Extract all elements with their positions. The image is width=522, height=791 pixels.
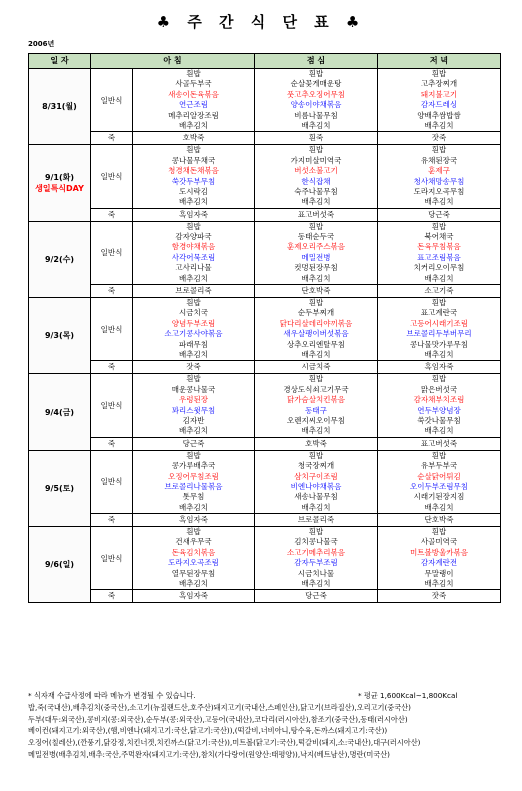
menu-item: 시금치나물: [297, 568, 335, 578]
breakfast-cell: [133, 450, 255, 513]
menu-item: 흰밥: [308, 527, 324, 537]
snack-type-label: 죽: [91, 514, 133, 527]
menu-item: 배추김치: [301, 579, 331, 589]
breakfast-cell: [133, 69, 255, 132]
origin-line-3: 베이컨(돼지고기:외국산),(햄,비엔나(돼지고기:국산,닭고기:국산)),(떡갈비,너비아니,탕수육,돈까스(돼지고기:국산)): [28, 726, 388, 736]
menu-item: 유부두부국: [420, 461, 458, 471]
menu-item: 흰밥: [186, 450, 201, 460]
breakfast-cell: [133, 145, 255, 208]
menu-item: 흰밥: [308, 374, 324, 384]
breakfast-cell: [133, 527, 255, 590]
menu-item: 치커리오이무침: [413, 263, 465, 273]
day-date: [29, 527, 91, 603]
menu-item: 흰밥: [186, 145, 201, 155]
porridge-cell: 표고버섯죽: [378, 437, 501, 450]
menu-item: 훈제오리주스볶음: [287, 242, 345, 252]
menu-item: 돈육김치볶음: [171, 547, 216, 557]
menu-item: 흰밥: [431, 450, 447, 460]
menu-item: 브로콜리나물볶음: [164, 481, 223, 491]
origin-line-4: 오징어(칠레산),(깐풍기,닭강정,치킨너겟,치킨까스(닭고기:국산)),미트볼(닭고기:국산),떡갈비(돼지,소:국내산),대구(러시아산): [28, 738, 421, 748]
menu-item: 고사리나물: [175, 263, 212, 273]
menu-item: 도라지오곡무침: [413, 186, 465, 196]
weekly-menu-table: [28, 53, 501, 603]
header-date: 일 자: [29, 54, 91, 69]
menu-item: 흰밥: [431, 374, 447, 384]
porridge-cell: 시금치죽: [255, 361, 378, 374]
menu-item: 배추김치: [179, 197, 208, 207]
page-title: ♣ 주 간 식 단 표 ♣: [156, 13, 366, 31]
menu-item: 감자드레싱: [420, 100, 458, 110]
menu-item: 시래기된장지짐: [413, 492, 465, 502]
lunch-cell: [255, 298, 378, 361]
menu-item: 배추김치: [301, 120, 331, 130]
day-row: [29, 69, 501, 132]
menu-item: 배추김치: [301, 426, 331, 436]
menu-item: 새우살팽이버섯볶음: [283, 329, 349, 339]
meal-type-label: 일반식: [91, 145, 133, 208]
snack-row: [29, 514, 501, 527]
menu-item: 동태구: [305, 405, 327, 415]
dinner-cell: [378, 527, 501, 590]
menu-item: 브로콜리두부버무리: [406, 329, 472, 339]
menu-item: 매운콩나물국: [171, 384, 216, 394]
menu-item: 콩나물맛가루무침: [410, 339, 468, 349]
snack-type-label: 죽: [91, 132, 133, 145]
menu-item: 배추김치: [301, 349, 331, 359]
dinner-cell: [378, 69, 501, 132]
date-label: 9/3(목): [44, 331, 75, 341]
menu-item: 사골미역국: [420, 537, 458, 547]
day-row: [29, 298, 501, 361]
menu-item: 표고계란국: [420, 308, 458, 318]
menu-item: 흰밥: [431, 145, 447, 155]
day-date: [29, 450, 91, 526]
menu-item: 김치콩나물국: [294, 537, 338, 547]
meal-type-label: 일반식: [91, 298, 133, 361]
menu-item: 쑥갓나물무침: [417, 415, 461, 425]
menu-item: 흰밥: [431, 527, 447, 537]
menu-item: 열무된장무침: [171, 568, 216, 578]
menu-item: 콩나물무채국: [171, 155, 216, 165]
lunch-cell: [255, 69, 378, 132]
menu-item: 돼지불고기: [420, 89, 458, 99]
menu-item: 표고조림볶음: [417, 252, 461, 262]
menu-item: 배추김치: [301, 197, 331, 207]
dinner-cell: [378, 221, 501, 284]
meal-type-label: 일반식: [91, 69, 133, 132]
menu-item: 흰밥: [186, 527, 201, 537]
menu-item: 비름나물무침: [294, 110, 338, 120]
lunch-cell: [255, 145, 378, 208]
menu-item: 흰밥: [186, 69, 201, 78]
dinner-cell: [378, 145, 501, 208]
porridge-cell: 흑임자죽: [133, 208, 255, 221]
menu-item: 배추김치: [179, 120, 208, 130]
day-row: [29, 374, 501, 437]
date-label: 9/2(수): [44, 254, 75, 264]
menu-item: 배추김치: [424, 426, 454, 436]
date-label: 9/5(토): [44, 483, 75, 493]
snack-row: [29, 285, 501, 298]
menu-item: 건새우무국: [175, 537, 212, 547]
meal-type-label: 일반식: [91, 221, 133, 284]
menu-item: 연두부양념장: [417, 405, 461, 415]
porridge-cell: 흑임자죽: [133, 590, 255, 603]
menu-item: 도라지오곡조림: [168, 558, 219, 568]
menu-item: 연근조림: [179, 100, 208, 110]
menu-item: 배추김치: [179, 579, 208, 589]
menu-item: 콩가루배추국: [171, 461, 216, 471]
menu-item: 감자두부조림: [294, 558, 338, 568]
menu-item: 배추김치: [179, 426, 208, 436]
menu-item: 배추김치: [301, 502, 331, 512]
menu-item: 닭가슴살치킨볶음: [287, 395, 345, 405]
menu-item: 배추김치: [301, 273, 331, 283]
menu-item: 배추김치: [424, 502, 454, 512]
menu-item: 배추김치: [424, 349, 454, 359]
date-label: 9/6(일): [44, 560, 75, 570]
menu-item: 버섯소불고기: [294, 166, 338, 176]
menu-item: 흰밥: [431, 298, 447, 308]
menu-item: 비엔나야채볶음: [290, 481, 342, 491]
snack-row: [29, 590, 501, 603]
breakfast-cell: [133, 298, 255, 361]
porridge-cell: 잣죽: [378, 132, 501, 145]
menu-item: 메밀전병: [301, 252, 331, 262]
meal-type-label: 일반식: [91, 527, 133, 590]
day-date: [29, 298, 91, 374]
menu-item: 흰밥: [308, 69, 324, 78]
menu-item: 오징어무침조림: [168, 471, 219, 481]
menu-item: 배추김치: [424, 273, 454, 283]
menu-item: 우렁된장: [179, 395, 208, 405]
menu-item: 훈제구: [428, 166, 450, 176]
day-row: [29, 221, 501, 284]
snack-row: [29, 361, 501, 374]
menu-item: 소고기메추리볶음: [287, 547, 345, 557]
porridge-cell: 브로콜리죽: [255, 514, 378, 527]
menu-item: 순두부찌개: [297, 308, 335, 318]
menu-item: 감자채부치조림: [413, 395, 465, 405]
menu-item: 컷멍된장무침: [294, 263, 338, 273]
menu-item: 흰밥: [186, 374, 201, 384]
porridge-cell: 잣죽: [133, 361, 255, 374]
day-date: [29, 221, 91, 297]
menu-item: 배추김치: [179, 349, 208, 359]
menu-item: 흰밥: [431, 221, 447, 231]
menu-item: 숙주나물무침: [294, 186, 338, 196]
menu-item: 동태순두국: [297, 232, 335, 242]
menu-item: 쑥갓두부무침: [171, 176, 216, 186]
menu-item: 흰밥: [186, 221, 201, 231]
lunch-cell: [255, 527, 378, 590]
snack-type-label: 죽: [91, 208, 133, 221]
menu-item: 순살꽃게매운탕: [290, 79, 342, 89]
snack-type-label: 죽: [91, 285, 133, 298]
menu-item: 오이두부조림무침: [410, 481, 468, 491]
header-dinner: 저 녁: [378, 54, 501, 69]
lunch-cell: [255, 221, 378, 284]
menu-item: 유채된장국: [420, 155, 458, 165]
snack-type-label: 죽: [91, 437, 133, 450]
porridge-cell: 당근죽: [378, 208, 501, 221]
porridge-cell: 흰죽: [255, 132, 378, 145]
porridge-cell: 당근죽: [133, 437, 255, 450]
day-date: [29, 69, 91, 145]
menu-item: 배추김치: [424, 120, 454, 130]
dinner-cell: [378, 374, 501, 437]
lunch-cell: [255, 450, 378, 513]
menu-item: 배추김치: [179, 273, 208, 283]
meal-type-label: 일반식: [91, 374, 133, 437]
menu-item: 순살닭어튀김: [417, 471, 461, 481]
porridge-cell: 단호박죽: [378, 514, 501, 527]
origin-line-1: 밥,죽(국내산),배추김치(중국산),소고기(뉴질랜드산,호주산)돼지고기(국내산,스페인산),닭고기(브라질산),오리고기(중국산): [28, 703, 411, 712]
menu-item: 메추리알장조림: [168, 110, 219, 120]
menu-item: 감자계란전: [420, 558, 458, 568]
breakfast-cell: [133, 221, 255, 284]
date-label: 9/4(금): [44, 407, 75, 417]
menu-item: 한식잡채: [301, 176, 331, 186]
porridge-cell: 흑임자죽: [133, 514, 255, 527]
porridge-cell: 단호박죽: [255, 285, 378, 298]
menu-item: 함경야채볶음: [171, 242, 216, 252]
event-label: 생일특식DAY: [35, 184, 84, 194]
menu-item: 북어채국: [424, 232, 454, 242]
date-label: 8/31(월): [42, 102, 77, 112]
origin-line-2: 두부(대두:외국산),콩비지(콩:외국산),순두부(콩:외국산),고등어(국내산),코다리(러시아산),참조기(중국산),동태(러시아산): [28, 714, 408, 724]
menu-item: 파래무침: [179, 339, 208, 349]
note-kcal: * 평균 1,600Kcal~1,800Kcal: [358, 691, 458, 700]
porridge-cell: 표고버섯죽: [255, 208, 378, 221]
breakfast-cell: [133, 374, 255, 437]
menu-item: 배추김치: [179, 502, 208, 512]
menu-item: 경상도식쇠고기무국: [283, 384, 349, 394]
menu-item: 꽈리스윗무침: [171, 405, 216, 415]
date-label: 9/1(화): [44, 173, 75, 183]
origin-line-5: 메밀전병(배추김치,배추:국산,주먹완자(돼지고기:국산),참치(가다랑어(원양산:태평양)),낙지(베트남산),명란(미국산): [28, 749, 390, 759]
menu-item: 닭다리살데리야끼볶음: [279, 318, 353, 328]
menu-item: 고추장찌개: [420, 79, 458, 89]
menu-item: 톳무침: [182, 492, 205, 502]
menu-item: 청경채돈채볶음: [168, 166, 219, 176]
notes: [28, 690, 522, 761]
menu-item: 돈육무침볶음: [417, 242, 461, 252]
menu-item: 감자양파국: [175, 232, 212, 242]
day-date: [29, 145, 91, 221]
menu-item: 무말랭이: [424, 568, 454, 578]
porridge-cell: 브로콜리죽: [133, 285, 255, 298]
menu-item: 상추오리엔탈무침: [287, 339, 345, 349]
menu-body: [29, 69, 501, 603]
porridge-cell: 당근죽: [255, 590, 378, 603]
menu-item: 오렌지씨오이무침: [287, 415, 345, 425]
menu-item: 시금치국: [179, 308, 208, 318]
snack-row: [29, 132, 501, 145]
menu-item: 사각어묵조림: [171, 252, 216, 262]
header-breakfast: 아 침: [91, 54, 255, 69]
menu-item: 고등어시래기조림: [410, 318, 468, 328]
table-header-row: [29, 54, 501, 69]
menu-item: 사골두부국: [175, 79, 212, 89]
menu-item: 새송나물무침: [294, 492, 338, 502]
menu-item: 도시락김: [179, 186, 208, 196]
menu-item: 김자반: [182, 415, 205, 425]
menu-item: 풋고추오징어무침: [287, 89, 345, 99]
menu-item: 맑은버섯국: [420, 384, 458, 394]
snack-type-label: 죽: [91, 590, 133, 603]
lunch-cell: [255, 374, 378, 437]
menu-item: 가지미살미역국: [290, 155, 342, 165]
snack-row: [29, 437, 501, 450]
menu-item: 삼치구이조림: [294, 471, 338, 481]
menu-item: 흰밥: [308, 450, 324, 460]
menu-item: 미트볼방울카볶음: [410, 547, 468, 557]
menu-item: 새송이돈육볶음: [168, 89, 219, 99]
menu-item: 소고기콩사야볶음: [164, 329, 223, 339]
meal-type-label: 일반식: [91, 450, 133, 513]
year-label: 2006년: [28, 40, 55, 48]
day-row: [29, 450, 501, 513]
day-row: [29, 527, 501, 590]
menu-item: 배추김치: [424, 579, 454, 589]
menu-item: 흰밥: [308, 145, 324, 155]
menu-item: 양념두부조림: [171, 318, 216, 328]
menu-item: 흰밥: [186, 298, 201, 308]
porridge-cell: 호박죽: [133, 132, 255, 145]
menu-item: 흰밥: [431, 69, 447, 78]
porridge-cell: 흑임자죽: [378, 361, 501, 374]
porridge-cell: 잣죽: [378, 590, 501, 603]
porridge-cell: 소고기죽: [378, 285, 501, 298]
menu-item: 양배추쌈밥쌈: [417, 110, 461, 120]
menu-item: 청국장찌개: [297, 461, 335, 471]
day-date: [29, 374, 91, 450]
dinner-cell: [378, 450, 501, 513]
menu-item: 청사채망송무침: [413, 176, 465, 186]
porridge-cell: 호박죽: [255, 437, 378, 450]
menu-item: 배추김치: [424, 197, 454, 207]
dinner-cell: [378, 298, 501, 361]
note-change: * 식자재 수급사정에 따라 메뉴가 변경될 수 있습니다.: [28, 691, 196, 700]
menu-item: 흰밥: [308, 221, 324, 231]
menu-item: 흰밥: [308, 298, 324, 308]
snack-row: [29, 208, 501, 221]
snack-type-label: 죽: [91, 361, 133, 374]
header-lunch: 점 심: [255, 54, 378, 69]
menu-item: 양송이야채볶음: [290, 100, 342, 110]
day-row: [29, 145, 501, 208]
